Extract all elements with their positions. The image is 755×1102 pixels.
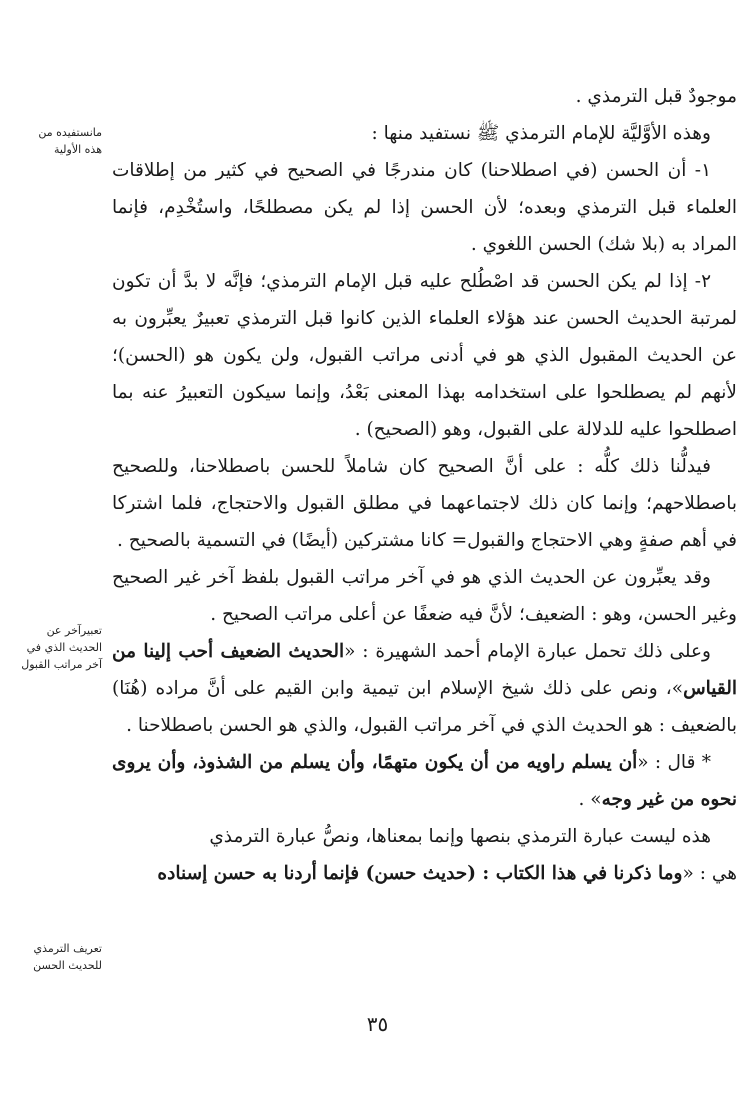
paragraph-explanation: هذه ليست عبارة الترمذي بنصها وإنما بمعناها، ونصُّ عبارة الترمذي (209, 826, 711, 847)
paragraph-point-1: ١- أن الحسن (في اصطلاحنا) كان مندرجًا في الصحيح في كثير من إطلاقات العلماء قبل الترمذي وبعده؛ لأن الحسن إذا لم يكن مصطلحًا، واستُخْدِم، فإنما المراد به (بلا شك) الحسن اللغوي . (112, 160, 737, 255)
paragraph-conclusion: فيدلُّنا ذلك كلُّه : على أنَّ الصحيح كان شاملاً للحسن باصطلاحنا، وللصحيح باصطلاحهم؛ وإنما كان ذلك لاجتماعهما في مطلق القبول والاحتجاج، فلما اشتركا في أهم صفةٍ وهي الاحتجاج والقبول= كانا مشتركين (أيضًا) في التسمية بالصحيح . (112, 456, 737, 551)
bold-quote: أن يسلم راويه من أن يكون متهمًا، وأن يسلم من الشذوذ، وأن يروى نحوه من غير وجه (112, 752, 737, 810)
text-segment: »، ونص على ذلك شيخ الإسلام ابن تيمية وابن القيم على أنَّ مراده (هُنَا) بالضعيف : هو الحديث الذي في آخر مراتب القبول، والذي هو الحسن باصطلاحنا . (112, 678, 737, 736)
margin-note-other-term: تعبيرآخر عن الحديث الذي في آخر مراتب القبول (21, 624, 102, 671)
paragraph-continuation: موجودٌ قبل الترمذي . (575, 86, 737, 107)
text-segment: * قال : « (637, 752, 711, 773)
text-segment: » . (578, 789, 602, 810)
paragraph-tirmidhi-quote (112, 744, 737, 818)
paragraph-other-term: وقد يعبِّرون عن الحديث الذي هو في آخر مراتب القبول بلفظ آخر غير الصحيح وغير الحسن، وهو : الضعيف؛ لأنَّ فيه ضعفًا عن أعلى مراتب الصحيح . (112, 567, 737, 625)
bold-quote: وما ذكرنا في هذا الكتاب : (حديث حسن) فإنما أردنا به حسن إسناده (157, 863, 683, 884)
bold-quote: الحديث الضعيف أحب إلينا من القياس (112, 641, 737, 699)
paragraph-ahmad-quote (112, 633, 737, 744)
paragraph-point-2: ٢- إذا لم يكن الحسن قد اصْطُلح عليه قبل الإمام الترمذي؛ فإنَّه لا بدَّ أن تكون لمرتبة الحديث الحسن عند هؤلاء العلماء الذين كانوا قبل الترمذي تعبيرٌ يعبِّرون به عن الحديث المقبول الذي هو في أدنى مراتب القبول، ولن يكون هو (الحسن)؛ لأنهم لم يصطلحوا على استخدامه بهذا المعنى بَعْدُ، وإنما سيكون التعبيرُ عنه بما اصطلحوا عليه للدلالة على القبول، وهو (الصحيح) . (112, 271, 737, 440)
margin-note-definition: تعريف الترمذي للحديث الحسن (33, 942, 102, 972)
margin-note-benefit: مانستفيده من هذه الأولية (38, 126, 102, 156)
paragraph-intro: وهذه الأوَّليَّة للإمام الترمذي ﷺ نستفيد منها : (371, 123, 711, 144)
main-text (112, 78, 737, 892)
page-number: ٣٥ (366, 1012, 389, 1036)
paragraph-final (112, 855, 737, 892)
text-segment: وعلى ذلك تحمل عبارة الإمام أحمد الشهيرة : « (344, 641, 711, 662)
text-segment: هي : « (682, 863, 737, 884)
